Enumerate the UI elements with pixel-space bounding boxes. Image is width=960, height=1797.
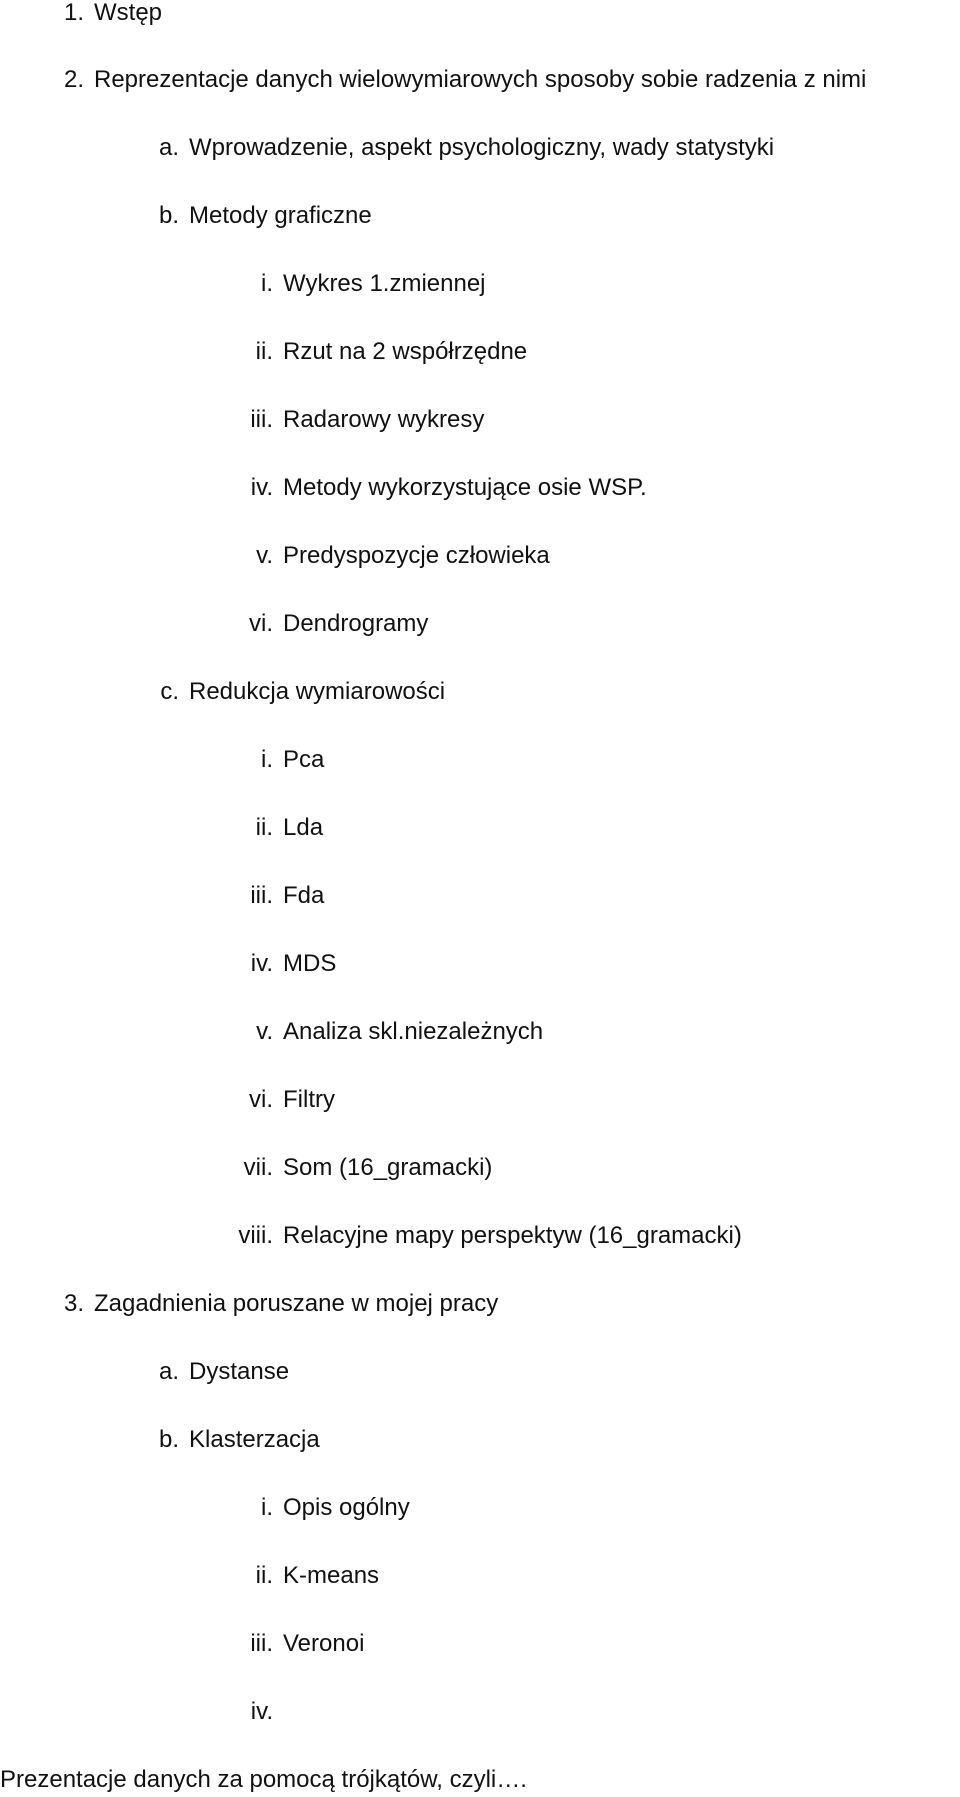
item-text: Predyspozycje człowieka	[283, 542, 550, 569]
outline-item-2c-iv	[250, 949, 337, 979]
item-marker: c.	[160, 678, 179, 705]
item-text: Radarowy wykresy	[283, 406, 485, 433]
outline-item-2c-iii	[250, 881, 325, 911]
item-text: Lda	[283, 814, 324, 841]
outline-item-2c-v	[256, 1017, 544, 1047]
item-marker: i.	[261, 746, 273, 773]
item-marker: vi.	[249, 610, 273, 637]
item-text: Pca	[283, 746, 325, 773]
item-marker: iii.	[250, 406, 273, 433]
item-text: Redukcja wymiarowości	[189, 678, 446, 705]
item-marker: ii.	[255, 814, 273, 841]
item-text: Klasterzacja	[189, 1426, 320, 1453]
item-text: Metody wykorzystujące osie WSP.	[283, 474, 647, 501]
item-text: K-means	[283, 1562, 380, 1589]
outline-item-2c-vii	[243, 1153, 493, 1183]
item-marker: iv.	[250, 1698, 273, 1725]
outline-item-2a	[158, 133, 775, 163]
outline-item-2c-ii	[255, 813, 324, 843]
item-text: Analiza skl.niezależnych	[283, 1018, 544, 1045]
item-text: Dendrogramy	[283, 610, 429, 637]
item-marker: v.	[256, 1018, 273, 1045]
item-text: Dystanse	[189, 1358, 290, 1385]
item-marker: i.	[261, 1494, 273, 1521]
item-marker: b.	[158, 202, 179, 229]
item-marker: v.	[256, 542, 273, 569]
item-text: Wprowadzenie, aspekt psychologiczny, wady statystyki	[189, 134, 775, 161]
outline-item-2b-iii	[250, 405, 485, 435]
outline-item-3b-ii	[255, 1561, 380, 1591]
item-text: Reprezentacje danych wielowymiarowych sposoby sobie radzenia z nimi	[94, 66, 867, 93]
item-text: Wstęp	[94, 0, 163, 26]
outline-item-2c	[160, 677, 446, 707]
outline-item-2	[63, 65, 867, 95]
item-marker: viii.	[238, 1222, 273, 1249]
outline-item-2b	[158, 201, 372, 231]
item-marker: b.	[158, 1426, 179, 1453]
item-text: Metody graficzne	[189, 202, 372, 229]
item-marker: vi.	[249, 1086, 273, 1113]
item-text: MDS	[283, 950, 337, 977]
outline-item-2b-vi	[249, 609, 429, 639]
outline-item-2b-iv	[250, 473, 647, 503]
item-marker: i.	[261, 270, 273, 297]
outline-item-3b	[158, 1425, 320, 1455]
item-marker: iv.	[250, 474, 273, 501]
item-text: Relacyjne mapy perspektyw (16_gramacki)	[283, 1222, 742, 1249]
item-marker: 2.	[63, 66, 84, 93]
item-marker: a.	[158, 1358, 179, 1385]
item-text: Rzut na 2 współrzędne	[283, 338, 528, 365]
item-text: Som (16_gramacki)	[283, 1154, 493, 1181]
item-marker: iii.	[250, 882, 273, 909]
outline-item-2c-viii	[238, 1221, 742, 1251]
item-marker: vii.	[243, 1154, 273, 1181]
outline-item-2b-v	[256, 541, 550, 571]
item-marker: 1.	[63, 0, 84, 26]
outline-item-2b-i	[261, 269, 486, 299]
item-text: Opis ogólny	[283, 1494, 410, 1521]
item-text: Zagadnienia poruszane w mojej pracy	[94, 1290, 499, 1317]
footer-text: Prezentacje danych za pomocą trójkątów, czyli….	[0, 1766, 527, 1793]
item-marker: a.	[158, 134, 179, 161]
outline-item-3	[63, 1289, 499, 1319]
item-marker: 3.	[63, 1290, 84, 1317]
outline-item-3b-i	[261, 1493, 410, 1523]
item-text: Veronoi	[283, 1630, 365, 1657]
item-marker: ii.	[255, 338, 273, 365]
outline-item-2b-ii	[255, 337, 528, 367]
item-marker: ii.	[255, 1562, 273, 1589]
outline-item-2c-i	[261, 745, 325, 775]
outline-item-1	[63, 0, 163, 28]
item-text: Wykres 1.zmiennej	[283, 270, 486, 297]
item-marker: iv.	[250, 950, 273, 977]
outline-item-3a	[158, 1357, 290, 1387]
item-marker: iii.	[250, 1630, 273, 1657]
item-text: Fda	[283, 882, 325, 909]
footer-paragraph	[0, 1765, 527, 1795]
outline-item-2c-vi	[249, 1085, 335, 1115]
item-text: Filtry	[283, 1086, 335, 1113]
outline-item-3b-iii	[250, 1629, 365, 1659]
